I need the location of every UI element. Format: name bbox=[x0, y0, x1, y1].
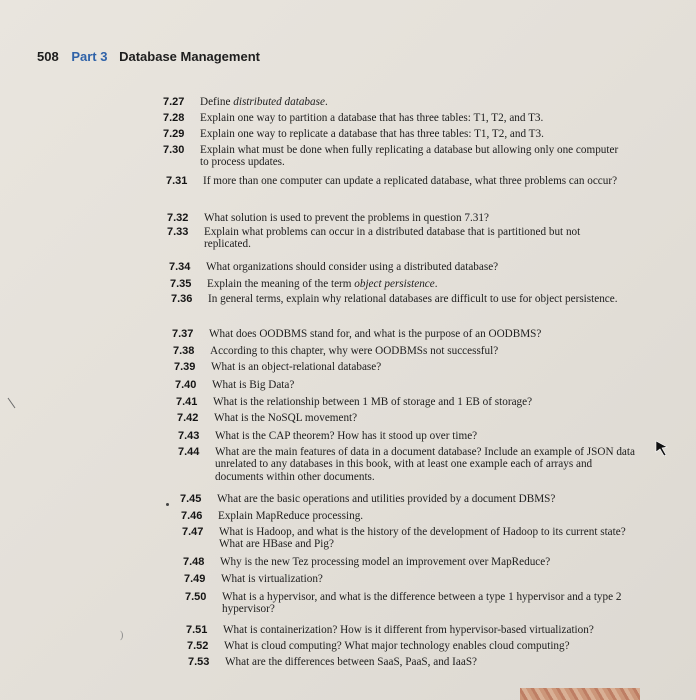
question-text: Explain one way to replicate a database that has three tables: T1, T2, and T3. bbox=[200, 128, 544, 140]
question-number: 7.53 bbox=[188, 656, 210, 668]
question-number: 7.31 bbox=[166, 175, 188, 187]
italic-term: object persistence bbox=[354, 278, 435, 290]
question-text: What is Hadoop, and what is the history of the development of Hadoop to its current state? What are HBase and Pig? bbox=[219, 526, 626, 551]
question-text: What are the differences between SaaS, PaaS, and IaaS? bbox=[225, 656, 478, 668]
question-number: 7.52 bbox=[187, 640, 209, 652]
question-number: 7.50 bbox=[185, 591, 207, 603]
question-text: What is virtualization? bbox=[221, 573, 323, 585]
question-text: What is the relationship between 1 MB of storage and 1 EB of storage? bbox=[213, 396, 533, 408]
question-number: 7.41 bbox=[176, 396, 198, 408]
question-text: What are the main features of data in a document database? Include an example of JSON data unrelated to any databases in this book, with at least one example each of arrays and documents within other documents. bbox=[215, 446, 635, 483]
question-text: What is an object-relational database? bbox=[211, 361, 382, 373]
chapter-title: Database Management bbox=[119, 49, 260, 64]
question-number: 7.37 bbox=[172, 328, 194, 340]
question-text: Explain what must be done when fully replicating a database but allowing only one computer to process updates. bbox=[200, 144, 619, 169]
question-number: 7.47 bbox=[182, 526, 204, 538]
question-text: Why is the new Tez processing model an improvement over MapReduce? bbox=[220, 556, 551, 568]
question-number: 7.28 bbox=[163, 112, 185, 124]
question-text: According to this chapter, why were OODBMSs not successful? bbox=[210, 345, 499, 357]
question-number: 7.49 bbox=[184, 573, 206, 585]
question-text: Explain one way to partition a database that has three tables: T1, T2, and T3. bbox=[200, 112, 544, 124]
question-number: 7.48 bbox=[183, 556, 205, 568]
question-number: 7.46 bbox=[181, 510, 203, 522]
page-number: 508 bbox=[37, 49, 59, 64]
question-text: In general terms, explain why relational databases are difficult to use for object persistence. bbox=[208, 293, 618, 305]
question-number: 7.34 bbox=[169, 261, 191, 273]
question-text: Explain what problems can occur in a distributed database that is partitioned but not replicated. bbox=[204, 226, 581, 251]
question-number: 7.27 bbox=[163, 96, 185, 108]
pen-mark-icon bbox=[6, 396, 18, 410]
question-number: 7.51 bbox=[186, 624, 208, 636]
question-text: Explain MapReduce processing. bbox=[218, 510, 364, 522]
bullet-mark bbox=[166, 503, 169, 506]
question-text: What solution is used to prevent the problems in question 7.31? bbox=[204, 212, 489, 224]
question-number: 7.35 bbox=[170, 278, 192, 290]
question-text: Define distributed database. bbox=[200, 96, 328, 108]
question-text: What is containerization? How is it different from hypervisor-based virtualization? bbox=[223, 624, 594, 636]
question-number: 7.40 bbox=[175, 379, 197, 391]
question-number: 7.38 bbox=[173, 345, 195, 357]
question-number: 7.30 bbox=[163, 144, 185, 156]
mouse-cursor-icon bbox=[655, 440, 669, 456]
page-header bbox=[37, 49, 260, 64]
question-text: What is a hypervisor, and what is the difference between a type 1 hypervisor and a type 2 hypervisor? bbox=[222, 591, 622, 616]
question-number: 7.42 bbox=[177, 412, 199, 424]
question-text: What does OODBMS stand for, and what is the purpose of an OODBMS? bbox=[209, 328, 542, 340]
italic-term: distributed database bbox=[233, 96, 325, 108]
stray-mark: ) bbox=[120, 630, 124, 641]
question-number: 7.29 bbox=[163, 128, 185, 140]
question-text: What are the basic operations and utilities provided by a document DBMS? bbox=[217, 493, 556, 505]
question-number: 7.32 bbox=[167, 212, 189, 224]
question-text: What organizations should consider using a distributed database? bbox=[206, 261, 499, 273]
question-text: What is cloud computing? What major technology enables cloud computing? bbox=[224, 640, 570, 652]
question-text: What is the NoSQL movement? bbox=[214, 412, 358, 424]
question-text: If more than one computer can update a replicated database, what three problems can occur? bbox=[203, 175, 618, 187]
question-number: 7.39 bbox=[174, 361, 196, 373]
question-number: 7.45 bbox=[180, 493, 202, 505]
question-text: What is Big Data? bbox=[212, 379, 295, 391]
question-number: 7.36 bbox=[171, 293, 193, 305]
question-number: 7.33 bbox=[167, 226, 189, 238]
part-label: Part 3 bbox=[71, 49, 108, 64]
question-text: What is the CAP theorem? How has it stood up over time? bbox=[215, 430, 478, 442]
question-number: 7.44 bbox=[178, 446, 200, 458]
question-text: Explain the meaning of the term object persistence. bbox=[207, 278, 438, 290]
page-edge-pattern bbox=[520, 688, 640, 700]
question-number: 7.43 bbox=[178, 430, 200, 442]
